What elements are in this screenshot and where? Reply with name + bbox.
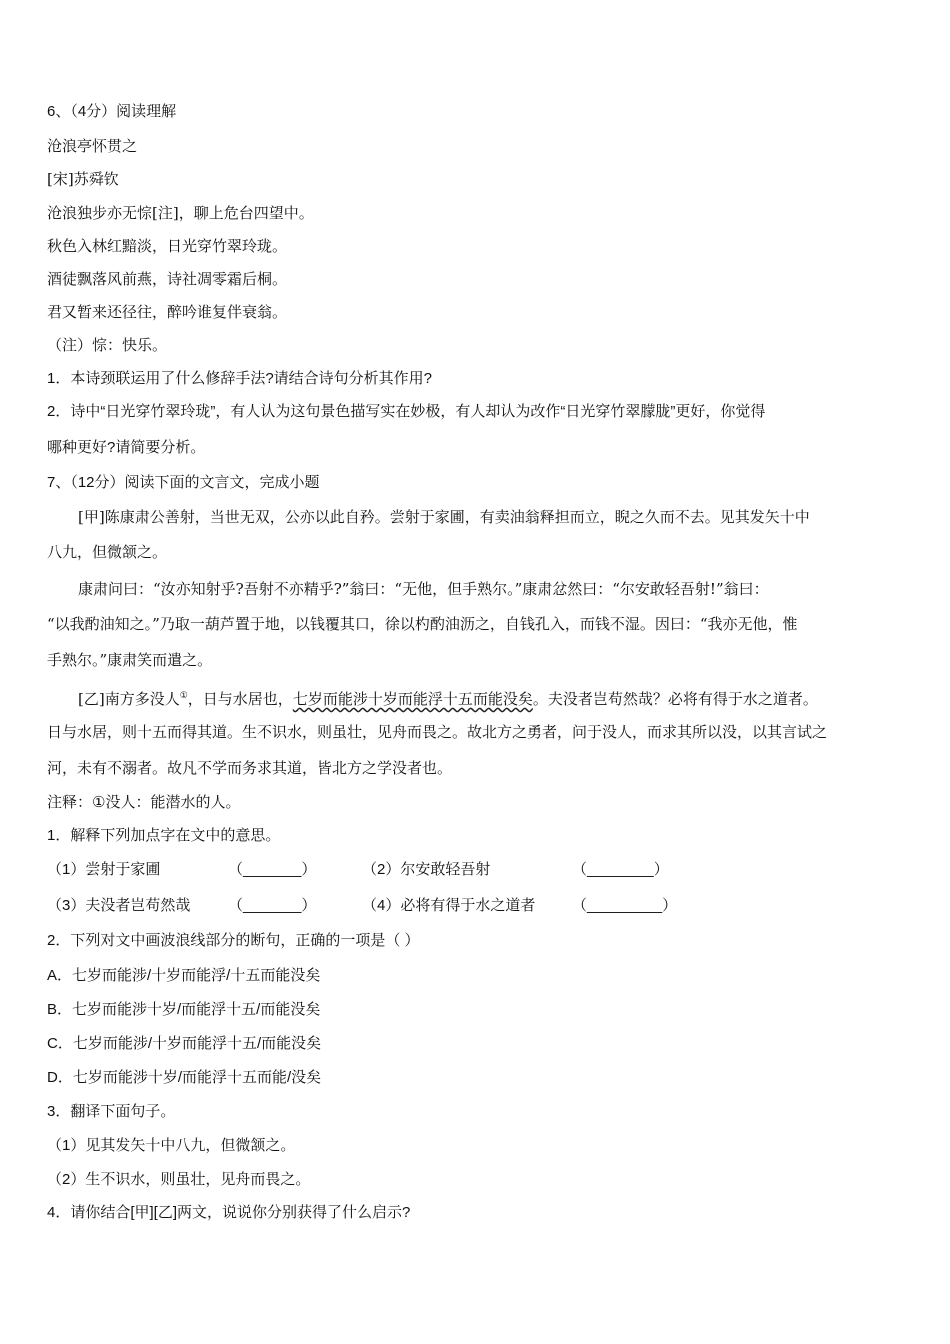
- question-6-header: 6、（4分）阅读理解: [47, 103, 177, 120]
- poem-author: [宋]苏舜钦: [47, 170, 119, 188]
- item-3-label: （3）夫没者岂苟然哉: [47, 897, 191, 914]
- footnote-marker: ①: [179, 691, 188, 701]
- option-a[interactable]: A．七岁而能涉/十岁而能浮/十五而能没矣: [47, 967, 321, 984]
- passage-jia2-line-3: 手熟尔。”康肃笑而遣之。: [47, 651, 213, 669]
- translate-item-2: （2）生不识水，则虽壮，见舟而畏之。: [47, 1171, 311, 1188]
- question-6-sub-2-line-2: 哪种更好?请简要分析。: [47, 439, 206, 456]
- passage-yi-line-2: 日与水居，则十五而得其道。生不识水，则虽壮，见舟而畏之。故北方之勇者，问于没人，而求其所以没，以其言试之: [47, 723, 828, 741]
- option-d[interactable]: D．七岁而能涉十岁/而能浮十五而能/没矣: [47, 1069, 322, 1086]
- question-7-sub-4: 4．请你结合[甲][乙]两文，说说你分别获得了什么启示?: [47, 1204, 411, 1221]
- translate-item-1: （1）见其发矢十中八九，但微颔之。: [47, 1137, 296, 1154]
- passage-jia-line-2: 八九，但微颔之。: [47, 543, 168, 561]
- passage-yi-text-a: [乙]南方多没人: [78, 690, 180, 708]
- question-7-sub-3: 3．翻译下面句子。: [47, 1103, 176, 1120]
- annotation: 注释：①没人：能潜水的人。: [47, 794, 241, 811]
- question-7-sub-1: 1．解释下列加点字在文中的意思。: [47, 827, 281, 844]
- option-b[interactable]: B．七岁而能涉十岁/而能浮十五/而能没矣: [47, 1001, 321, 1018]
- option-c[interactable]: C．七岁而能涉/十岁而能浮十五/而能没矣: [47, 1035, 322, 1052]
- item-3-blank[interactable]: （_______）: [228, 897, 317, 914]
- item-2-label: （2）尔安敢轻吾射: [362, 861, 491, 878]
- passage-jia-line-1: [甲]陈康肃公善射，当世无双，公亦以此自矜。尝射于家圃，有卖油翁释担而立，睨之久而不去。见其发矢十中: [78, 508, 810, 526]
- question-6-sub-1: 1．本诗颈联运用了什么修辞手法?请结合诗句分析其作用?: [47, 370, 433, 387]
- passage-jia2-line-1: 康肃问曰：“汝亦知射乎?吾射不亦精乎?”翁曰：“无他，但手熟尔。”康肃忿然曰：“尔安敢轻吾射!”翁曰：: [78, 580, 769, 598]
- question-7-header: 7、（12分）阅读下面的文言文，完成小题: [47, 474, 320, 491]
- poem-line-3: 酒徒飘落风前燕，诗社凋零霜后桐。: [47, 270, 288, 288]
- poem-line-4: 君又暂来还径往，醉吟谁复伴衰翁。: [47, 303, 288, 321]
- passage-yi-text-c: 。夫没者岂苟然哉？必将有得于水之道者。: [532, 690, 818, 708]
- item-4-blank[interactable]: （_________）: [572, 897, 678, 914]
- item-4-label: （4）必将有得于水之道者: [362, 897, 536, 914]
- question-6-sub-2-line-1: 2．诗中“日光穿竹翠玲珑”，有人认为这句景色描写实在妙极，有人却认为改作“日光穿竹翠朦胧”更好，你觉得: [47, 403, 766, 420]
- poem-title: 沧浪亭怀贯之: [47, 137, 138, 155]
- wavy-underlined-sentence: 七岁而能涉十岁而能浮十五而能没矣: [292, 690, 533, 708]
- item-2-blank[interactable]: （________）: [572, 861, 669, 878]
- poem-note: （注）悰：快乐。: [47, 337, 168, 354]
- poem-line-1: 沧浪独步亦无悰[注]，聊上危台四望中。: [47, 204, 314, 222]
- item-1-blank[interactable]: （_______）: [228, 861, 317, 878]
- passage-yi-line-1: [78, 686, 818, 709]
- poem-line-2: 秋色入林红黯淡，日光穿竹翠玲珑。: [47, 237, 288, 255]
- question-7-sub-2: 2．下列对文中画波浪线部分的断句，正确的一项是（ ）: [47, 932, 420, 949]
- passage-jia2-line-2: “以我酌油知之。”乃取一葫芦置于地，以钱覆其口，徐以杓酌油沥之，自钱孔入，而钱不湿。因曰：“我亦无他，惟: [47, 615, 798, 633]
- passage-yi-line-3: 河，未有不溺者。故凡不学而务求其道，皆北方之学没者也。: [47, 759, 453, 777]
- item-1-label: （1）尝射于家圃: [47, 861, 161, 878]
- passage-yi-text-b: ，日与水居也，: [187, 690, 293, 708]
